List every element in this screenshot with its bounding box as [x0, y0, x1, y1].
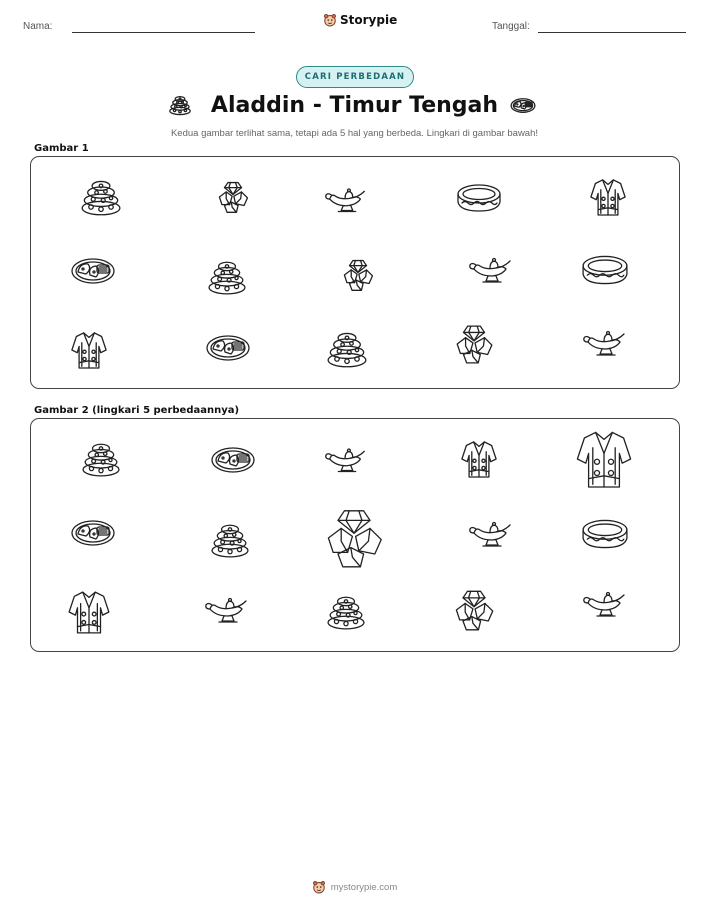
date-field[interactable]: [538, 32, 686, 33]
robe-icon[interactable]: [67, 589, 111, 635]
oil-lamp-icon: [324, 185, 370, 215]
robe-icon: [71, 328, 107, 372]
robe-icon[interactable]: [576, 427, 632, 491]
gem-pile-icon: [452, 323, 496, 365]
gem-pile-icon: [216, 176, 250, 218]
pastry-stack-icon: [78, 177, 124, 217]
food-plate-icon: [510, 94, 536, 116]
oil-lamp-icon[interactable]: [204, 593, 252, 627]
bracelet-icon: [581, 253, 629, 287]
footer-url: mystorypie.com: [330, 881, 398, 893]
instructions: Kedua gambar terlihat sama, tetapi ada 5 hal yang berbeda. Lingkari di gambar bawah!: [170, 128, 539, 139]
name-field[interactable]: [72, 32, 255, 33]
bracelet-icon: [456, 182, 502, 214]
bracelet-icon[interactable]: [581, 516, 629, 552]
pastry-stack-icon[interactable]: [76, 440, 126, 478]
activity-badge: CARI PERBEDAAN: [296, 66, 414, 88]
brand-name: Storypie: [340, 13, 398, 27]
oil-lamp-icon[interactable]: [468, 518, 516, 550]
food-plate-icon[interactable]: [209, 443, 257, 475]
gem-pile-icon[interactable]: [322, 506, 386, 570]
food-plate-icon: [70, 254, 116, 286]
name-label: Nama:: [23, 21, 53, 32]
pastry-stack-icon[interactable]: [323, 593, 369, 631]
oil-lamp-icon[interactable]: [582, 588, 630, 620]
pastry-stack-icon: [205, 258, 249, 296]
oil-lamp-icon: [468, 255, 516, 285]
picture-2-label: Gambar 2 (lingkari 5 perbedaannya): [34, 405, 240, 416]
picture-1-label: Gambar 1: [34, 143, 89, 154]
food-plate-icon: [205, 331, 251, 363]
gem-pile-icon: [341, 254, 375, 296]
food-plate-icon[interactable]: [69, 516, 117, 548]
oil-lamp-icon: [582, 328, 630, 358]
storypie-mascot-icon: [323, 13, 337, 27]
storypie-mascot-icon: [312, 880, 326, 894]
footer: [0, 880, 709, 894]
oil-lamp-icon[interactable]: [324, 445, 370, 475]
gem-pile-icon[interactable]: [452, 587, 496, 633]
pastry-stack-icon: [323, 329, 371, 369]
date-label: Tanggal:: [492, 21, 530, 32]
robe-icon: [590, 175, 626, 219]
page-title: Aladdin - Timur Tengah: [210, 93, 499, 118]
brand-logo: [323, 13, 397, 27]
robe-icon[interactable]: [461, 437, 497, 481]
pastry-stack-icon[interactable]: [206, 521, 254, 559]
